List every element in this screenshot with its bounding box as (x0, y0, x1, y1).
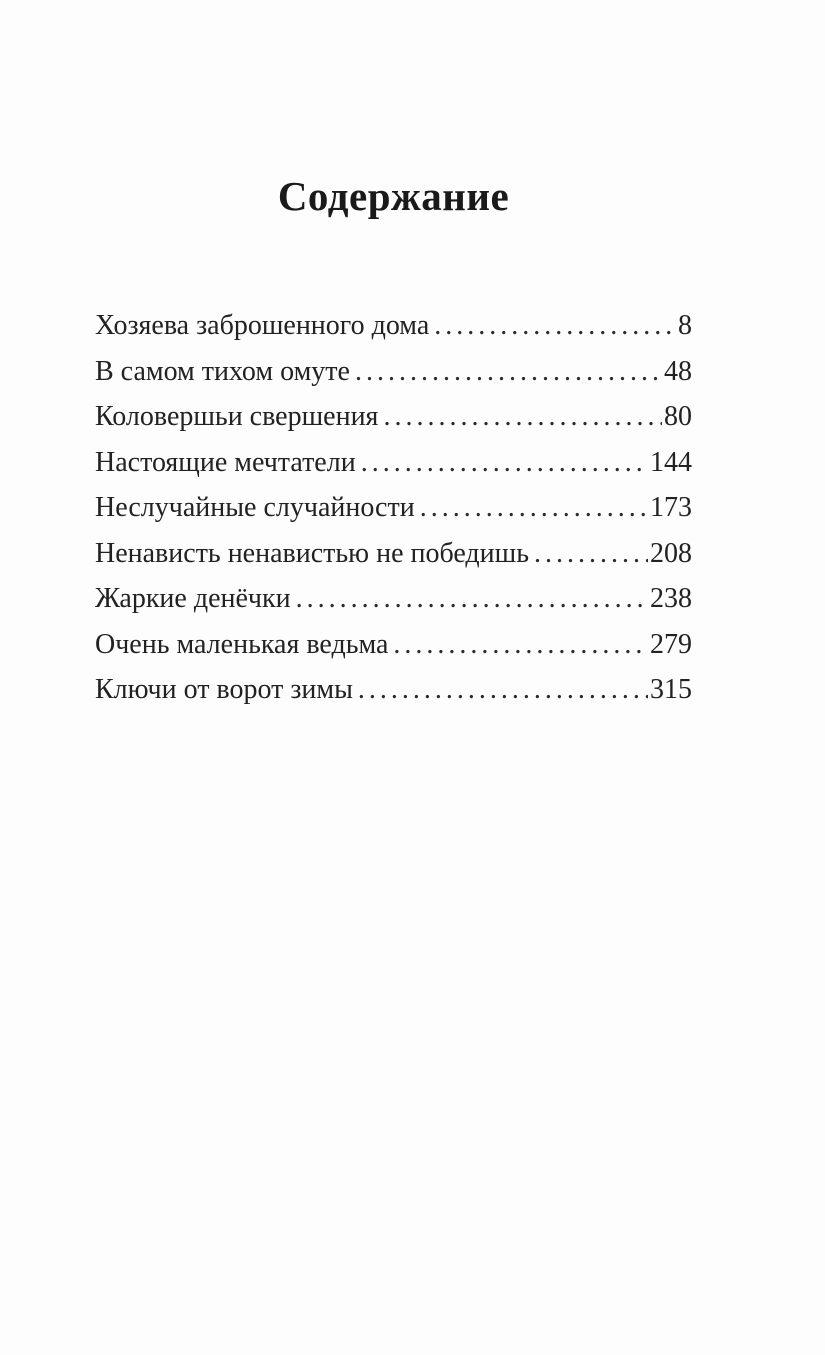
dot-leader (383, 401, 662, 433)
toc-entry-page-number: 8 (678, 310, 692, 341)
toc-entry-title: Настоящие мечтатели (95, 446, 356, 478)
dot-leader (355, 356, 662, 388)
toc-entry-title: Очень маленькая ведьма (95, 628, 389, 660)
toc-entry-page-number: 315 (650, 674, 692, 705)
toc-entry-title: Неслучайные случайности (95, 492, 415, 523)
toc-entry-title: Жаркие денёчки (95, 583, 291, 614)
toc-entry-title: Ключи от ворот зимы (95, 674, 353, 705)
toc-entry (95, 629, 692, 675)
toc-entry (95, 538, 692, 584)
dot-leader (393, 629, 648, 661)
toc-entry (95, 356, 692, 402)
dot-leader (296, 583, 648, 615)
toc-entry (95, 447, 692, 493)
dot-leader (420, 492, 648, 524)
toc-entry-page-number: 238 (650, 583, 692, 614)
toc-entry-page-number: 144 (650, 446, 692, 478)
page-title: Содержание (277, 173, 510, 219)
toc-entry (95, 401, 692, 447)
toc-entry-page-number: 173 (650, 492, 692, 523)
toc-entry (95, 310, 692, 356)
dot-leader (434, 310, 676, 342)
toc-entry-title: Хозяева заброшенного дома (95, 310, 430, 341)
dot-leader (358, 674, 648, 706)
toc-entry-title: В самом тихом омуте (95, 355, 350, 387)
toc-entry (95, 583, 692, 629)
dot-leader (534, 538, 648, 570)
dot-leader (361, 447, 648, 479)
toc-entry (95, 492, 692, 538)
table-of-contents (95, 310, 692, 720)
toc-entry (95, 674, 692, 720)
toc-entry-page-number: 279 (650, 628, 692, 660)
toc-entry-title: Коловершьи свершения (95, 401, 379, 432)
toc-entry-page-number: 208 (650, 537, 692, 569)
toc-entry-page-number: 48 (664, 355, 692, 387)
toc-entry-title: Ненависть ненавистью не победишь (95, 537, 529, 569)
toc-entry-page-number: 80 (664, 401, 692, 432)
